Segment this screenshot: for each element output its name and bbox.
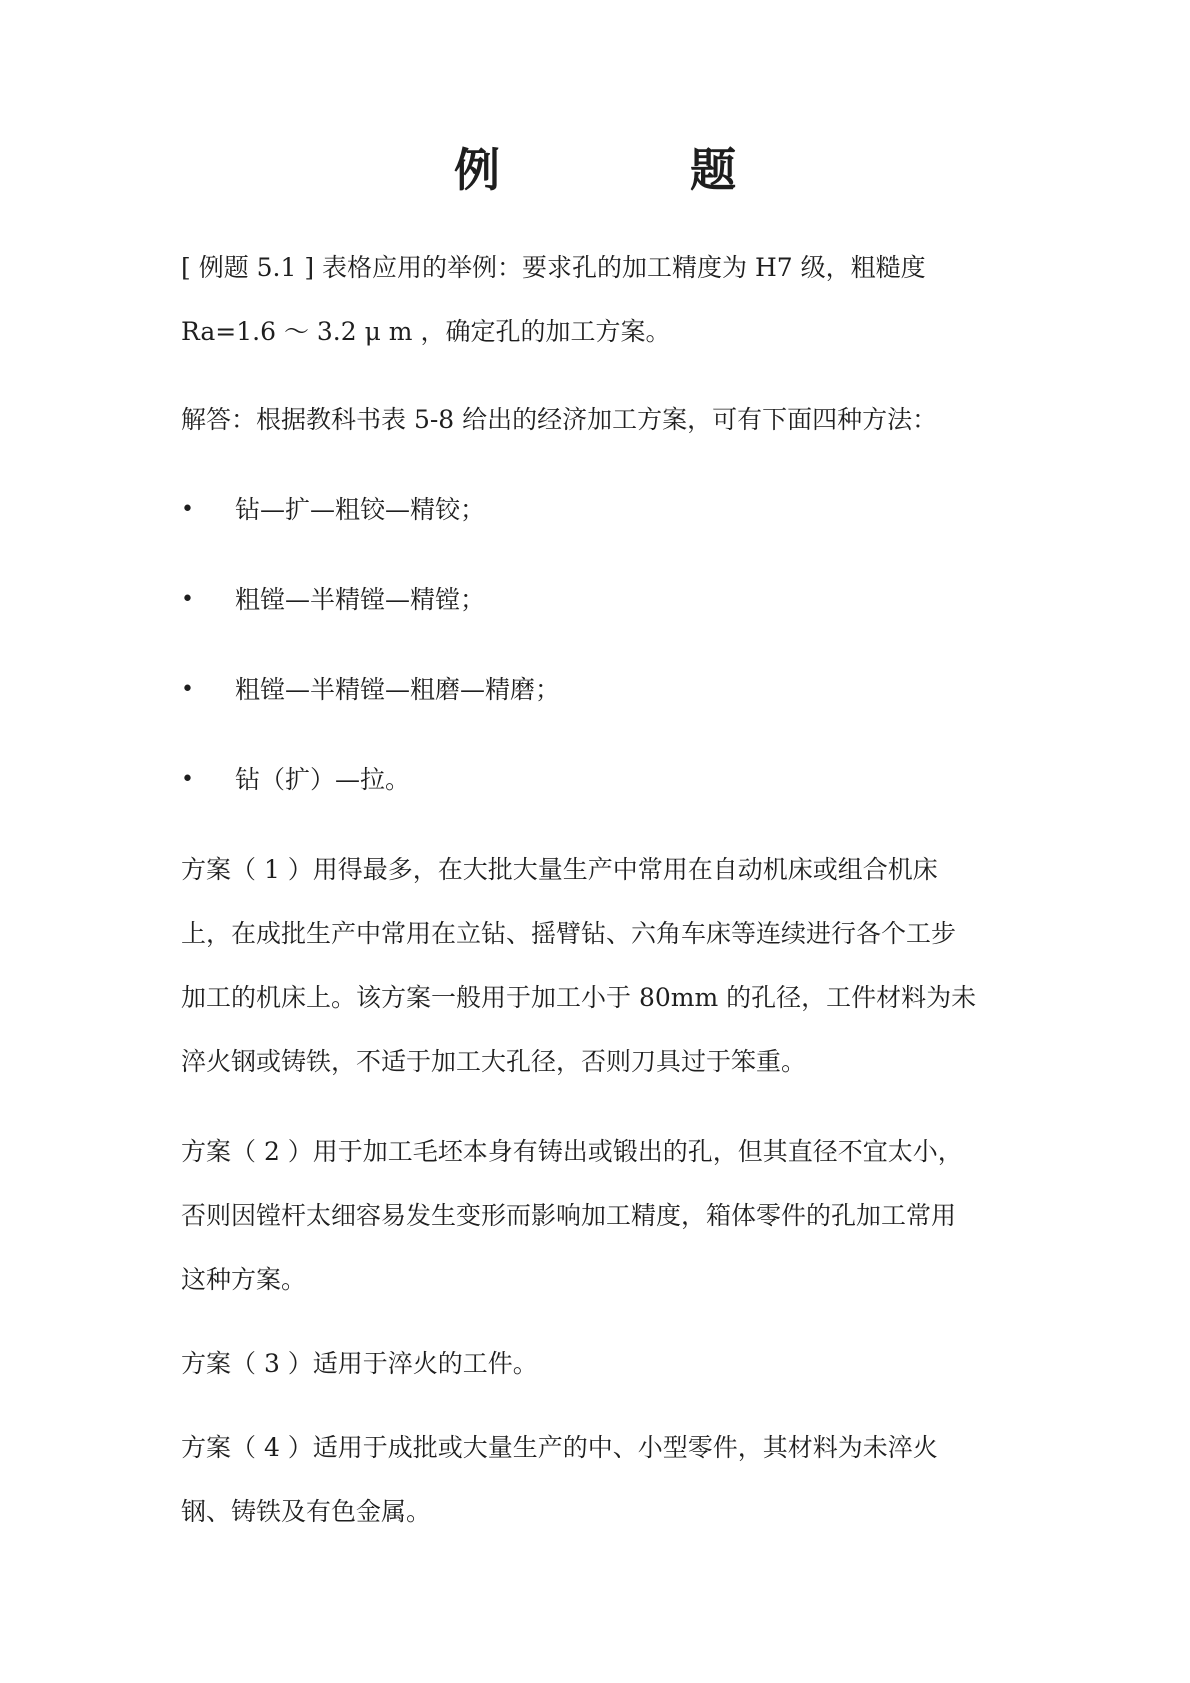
plan-line: 方案（ 4 ）适用于成批或大量生产的中、小型零件，其材料为未淬火 <box>181 1433 938 1462</box>
example-question-line-1: [ 例题 5.1 ] 表格应用的举例：要求孔的加工精度为 H7 级，粗糙度 <box>181 253 926 282</box>
document-body <box>181 236 1021 1544</box>
plan-line: 方案（ 1 ）用得最多，在大批大量生产中常用在自动机床或组合机床 <box>181 855 938 884</box>
plan-4-paragraph <box>181 1416 1021 1544</box>
plan-line: 这种方案。 <box>181 1265 307 1294</box>
page-title: 例 题 <box>454 143 808 197</box>
method-list-item <box>181 568 1021 632</box>
plan-line: 加工的机床上。该方案一般用于加工小于 80mm 的孔径，工件材料为未 <box>181 983 977 1012</box>
plan-line: 方案（ 3 ）适用于淬火的工件。 <box>181 1349 538 1378</box>
method-text: 粗镗—半精镗—精镗； <box>235 585 486 614</box>
example-question-line-2: Ra=1.6 ～ 3.2 μ m ，确定孔的加工方案。 <box>181 317 671 346</box>
answer-intro: 解答：根据教科书表 5-8 给出的经济加工方案，可有下面四种方法： <box>181 405 938 434</box>
method-text: 粗镗—半精镗—粗磨—精磨； <box>235 675 561 704</box>
plan-3-paragraph <box>181 1332 1021 1396</box>
plan-line: 淬火钢或铸铁，不适于加工大孔径，否则刀具过于笨重。 <box>181 1047 807 1076</box>
bullet-icon: • <box>181 677 194 702</box>
plan-line: 上，在成批生产中常用在立钻、摇臂钻、六角车床等连续进行各个工步 <box>181 919 957 948</box>
plan-line: 方案（ 2 ）用于加工毛坯本身有铸出或锻出的孔，但其直径不宜太小， <box>181 1137 963 1166</box>
plan-2-paragraph <box>181 1120 1021 1312</box>
method-list-item <box>181 478 1021 542</box>
bullet-icon: • <box>181 497 194 522</box>
method-list-item <box>181 658 1021 722</box>
bullet-icon: • <box>181 587 194 612</box>
plan-line: 钢、铸铁及有色金属。 <box>181 1497 432 1526</box>
plan-line: 否则因镗杆太细容易发生变形而影响加工精度，箱体零件的孔加工常用 <box>181 1201 957 1230</box>
method-list-item <box>181 748 1021 812</box>
method-text: 钻（扩）—拉。 <box>235 765 411 794</box>
bullet-icon: • <box>181 767 194 792</box>
plan-1-paragraph <box>181 838 1021 1094</box>
method-text: 钻—扩—粗铰—精铰； <box>235 495 486 524</box>
